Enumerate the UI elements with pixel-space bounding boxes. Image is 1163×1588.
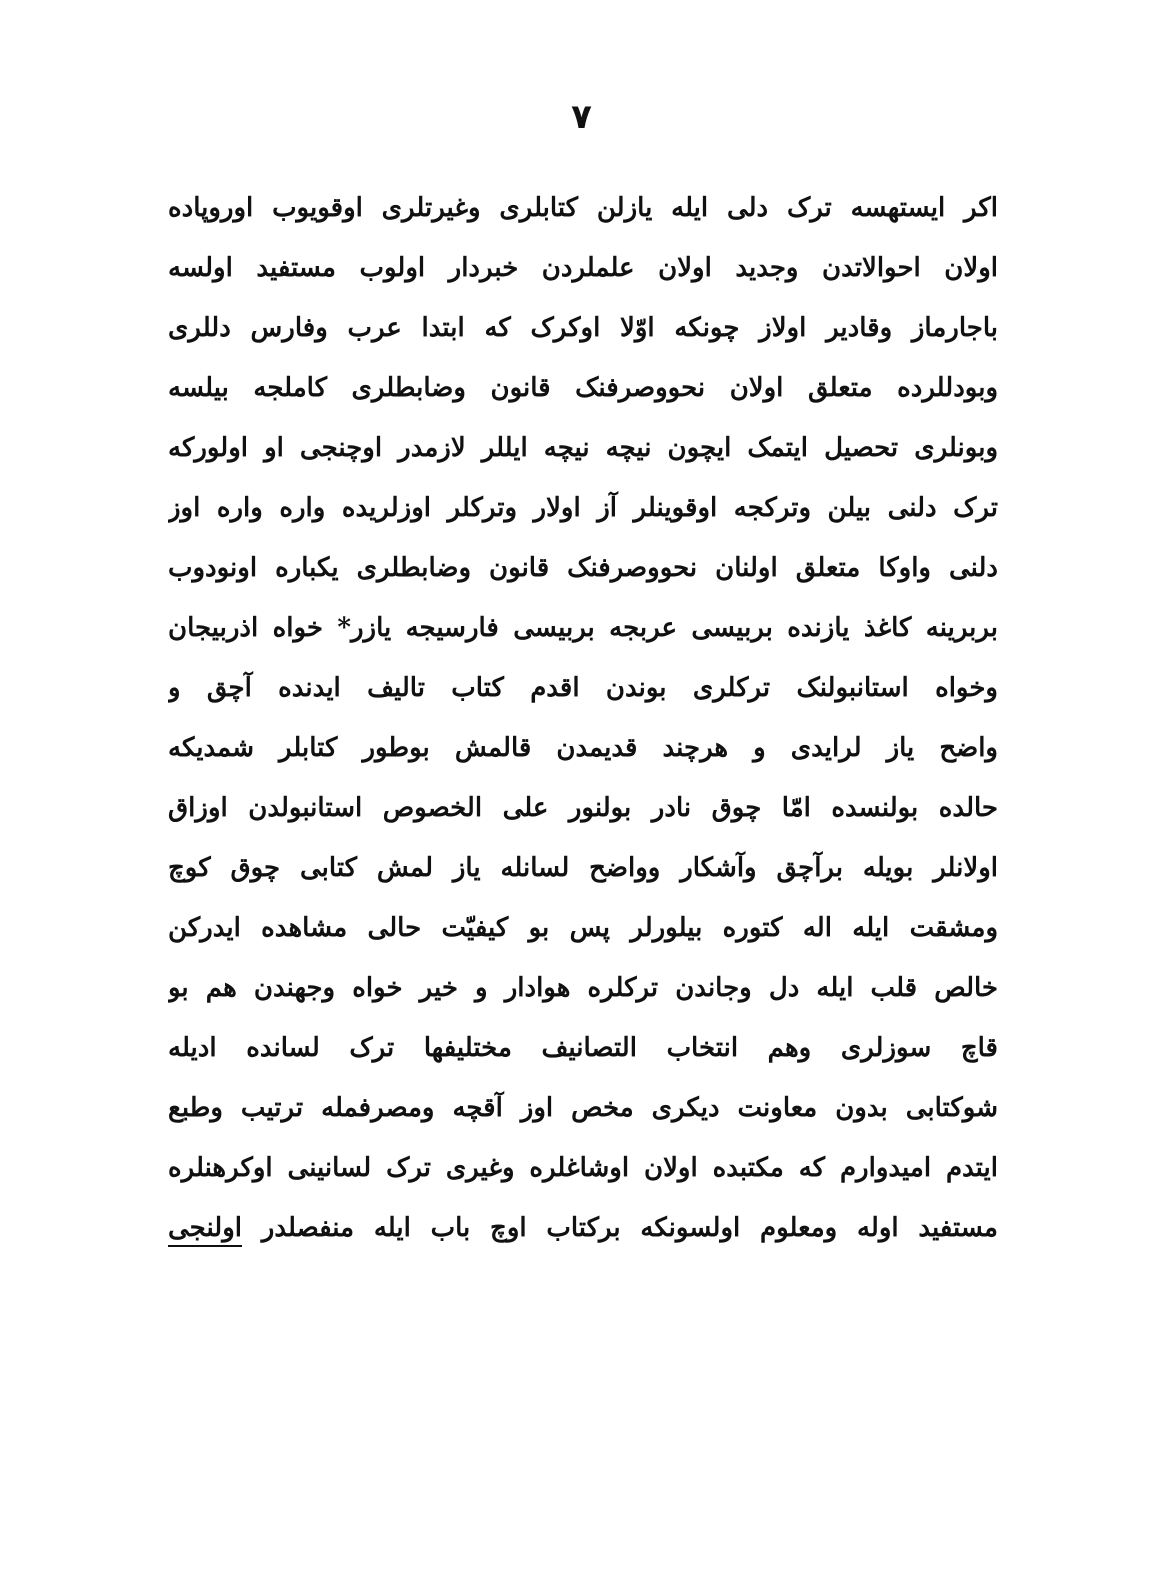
page-number: ٧ [571,97,592,137]
text-line: ترک دلنی بیلن وترکجه اوقوینلر آز اولار وترکلر اوزلریده واره واره اوز [168,493,998,523]
text-line: حالده بولنسده امّا چوق نادر بولنور علی الخصوص استانبولدن اوزاق [168,793,998,823]
catchword: اولنجی [168,1213,242,1247]
text-line: اولانلر بویله برآچق وآشکار وواضح لسانله یاز لمش کتابی چوق کوچ [168,853,998,883]
text-line: ومشقت ایله اله کتوره بیلورلر پس بو کیفیّت حالی مشاهده ایدرکن [168,913,998,943]
text-line: دلنی واوکا متعلق اولنان نحووصرفنک قانون وضابطلری یکباره اونودوب [168,553,998,583]
text-line: شوکتابی بدون معاونت دیکری مخص اوز آقچه ومصرفمله ترتیب وطبع [168,1093,998,1123]
last-line-text: مستفید اوله ومعلوم اولسونکه برکتاب اوچ باب ایله منفصلدر [261,1213,998,1243]
text-line: خالص قلب ایله دل وجاندن ترکلره هوادار و خیر خواه وجهندن هم بو [168,973,998,1003]
text-line: بربرینه کاغذ یازنده بربیسی عربجه بربیسی فارسیجه یازر* خواه اذربیجان [168,613,998,643]
last-line [168,1198,998,1258]
text-line: باجارماز وقادیر اولاز چونکه اوّلا اوکرک که ابتدا عرب وفارس دللری [168,313,998,343]
text-line: وبودللرده متعلق اولان نحووصرفنک قانون وضابطلری کاملجه بیلسه [168,373,998,403]
text-line: وبونلری تحصیل ایتمک ایچون نیچه نیچه ایللر لازمدر اوچنجی او اولورکه [168,433,998,463]
text-line: اولان احوالاتدن وجدید اولان علملردن خبردار اولوب مستفید اولسه [168,253,998,283]
text-line: قاچ سوزلری وهم انتخاب التصانیف مختلیفها ترک لسانده ادیله [168,1033,998,1063]
text-line: اکر ایستهسه ترک دلی ایله یازلن کتابلری وغیرتلری اوقویوب اوروپاده [168,193,998,223]
text-line: وخواه استانبولنک ترکلری بوندن اقدم کتاب تالیف ایدنده آچق و [168,673,998,703]
text-line: ایتدم امیدوارم که مکتبده اولان اوشاغلره وغیری ترک لسانینی اوکرهنلره [168,1153,998,1183]
body-text [168,178,998,1258]
text-line: واضح یاز لرایدی و هرچند قدیمدن قالمش بوطور کتابلر شمدیکه [168,733,998,763]
